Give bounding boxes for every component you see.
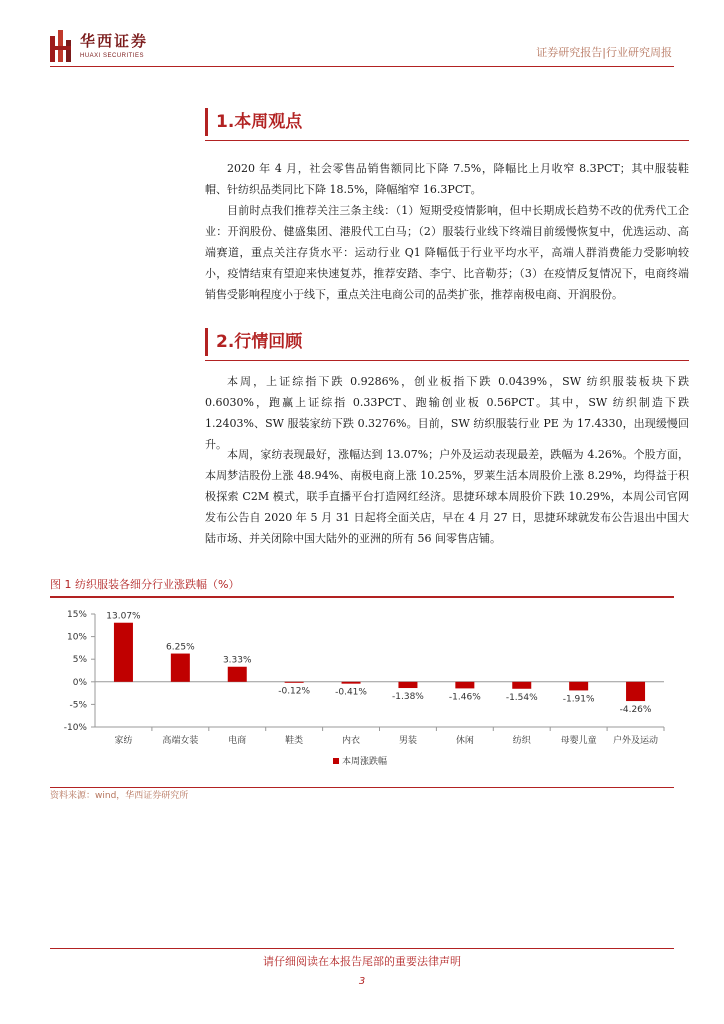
section-title-weekly-view: 1.本周观点 xyxy=(205,108,700,136)
paragraph: 本周，上证综指下跌 0.9286%，创业板指下跌 0.0439%，SW 纺织服装板块下跌 0.6030%，跑赢上证综指 0.33PCT、跑输创业板 0.56PCT。其中，SW 纺织制造下跌 1.2403%、SW 服装家纺下跌 0.3276%。目前，SW 纺织服装行业 PE 为 17.4330，出现缓慢回升。 xyxy=(205,375,689,451)
category-label: 高端女装 xyxy=(162,736,199,746)
category-label: 纺织 xyxy=(512,736,531,746)
figure-title: 图 1 纺织服装各细分行业涨跌幅（%） xyxy=(50,578,240,591)
brand-name-en: HUAXI SECURITIES xyxy=(80,53,145,59)
section-rule xyxy=(205,360,689,361)
bar-高端女装 xyxy=(171,654,190,682)
bar-电商 xyxy=(228,667,247,682)
data-label: -1.46% xyxy=(448,692,481,703)
data-label: -4.26% xyxy=(619,705,652,716)
data-label: -0.41% xyxy=(335,687,367,698)
figure-source: 资料来源：wind，华西证券研究所 xyxy=(50,791,189,801)
bar-家纺 xyxy=(114,623,133,682)
category-label: 家纺 xyxy=(114,736,133,746)
category-label: 鞋类 xyxy=(285,736,304,746)
page-number: 3 xyxy=(358,976,366,987)
footer-divider xyxy=(50,948,674,949)
report-type: 证券研究报告|行业研究周报 xyxy=(536,46,672,59)
data-label: -1.38% xyxy=(392,692,424,703)
section-title-market-review: 2.行情回顾 xyxy=(205,328,700,356)
category-label: 男装 xyxy=(398,736,417,746)
bar-纺织 xyxy=(512,682,531,689)
data-label: -1.54% xyxy=(505,692,538,703)
data-label: 13.07% xyxy=(106,611,141,622)
category-label: 户外及运动 xyxy=(613,736,659,746)
category-label: 休闲 xyxy=(455,736,474,746)
bar-母婴儿童 xyxy=(569,682,588,691)
bar-内衣 xyxy=(342,682,361,684)
category-label: 母婴儿童 xyxy=(560,736,597,746)
y-tick-label: -10% xyxy=(63,723,87,733)
bar-休闲 xyxy=(455,682,474,689)
brand-name-cn: 华西证券 xyxy=(80,32,149,50)
legal-notice: 请仔细阅读在本报告尾部的重要法律声明 xyxy=(263,955,461,968)
paragraph: 本周，家纺表现最好，涨幅达到 13.07%；户外及运动表现最差，跌幅为 4.26%。个股方面，本周梦洁股份上涨 48.94%、南极电商上涨 10.25%，罗莱生活本周股价上涨 8.29%，均得益于积极探索 C2M 模式，联手直播平台打造网红经济。思捷环球本周股价下跌 10.29%，本周公司官网发布公告自 2020 年 5 月 31 日起将全面关店，早在 4 月 27 日，思捷环球就发布公告退出中国大陆市场、并关闭除中国大陆外的亚洲的所有 56 间零售店铺。 xyxy=(205,448,689,545)
bar-男装 xyxy=(398,682,417,688)
bar-鞋类 xyxy=(285,682,304,683)
category-label: 内衣 xyxy=(342,736,361,746)
huaxi-logo-icon xyxy=(50,30,72,62)
data-label: -1.91% xyxy=(562,694,595,705)
y-tick-label: 5% xyxy=(72,655,87,666)
section-rule xyxy=(205,140,689,141)
category-label: 电商 xyxy=(228,736,247,746)
header-divider xyxy=(50,66,674,67)
paragraph: 2020 年 4 月，社会零售品销售额同比下降 7.5%，降幅比上月收窄 8.3PCT；其中服装鞋帽、针纺织品类同比下降 18.5%，降幅缩窄 16.3PCT。 xyxy=(205,162,689,196)
data-label: 6.25% xyxy=(166,642,195,653)
data-label: -0.12% xyxy=(278,686,311,697)
y-tick-label: 10% xyxy=(66,632,87,643)
bar-chart xyxy=(50,600,674,785)
y-tick-label: -5% xyxy=(69,700,87,711)
data-label: 3.33% xyxy=(222,655,252,666)
bar-户外及运动 xyxy=(626,682,645,701)
legend-label: 本周涨跌幅 xyxy=(342,757,388,767)
legend-swatch xyxy=(333,758,339,764)
paragraph: 目前时点我们推荐关注三条主线：（1）短期受疫情影响，但中长期成长趋势不改的优秀代工企业：开润股份、健盛集团、港股代工白马；（2）服装行业线下终端目前缓慢恢复中，优选运动、高端赛道，重点关注存货水平：运动行业 Q1 降幅低于行业平均水平，高端人群消费能力受影响较小，疫情结束有望迎来快速复苏，推荐安踏、李宁、比音勒芬；（3）在疫情反复情况下，电商终端销售受影响程度小于线下，重点关注电商公司的品类扩张，推荐南极电商、开润股份。 xyxy=(205,204,689,301)
y-tick-label: 15% xyxy=(66,610,87,620)
y-tick-label: 0% xyxy=(72,677,87,688)
figure-top-rule xyxy=(50,596,674,598)
